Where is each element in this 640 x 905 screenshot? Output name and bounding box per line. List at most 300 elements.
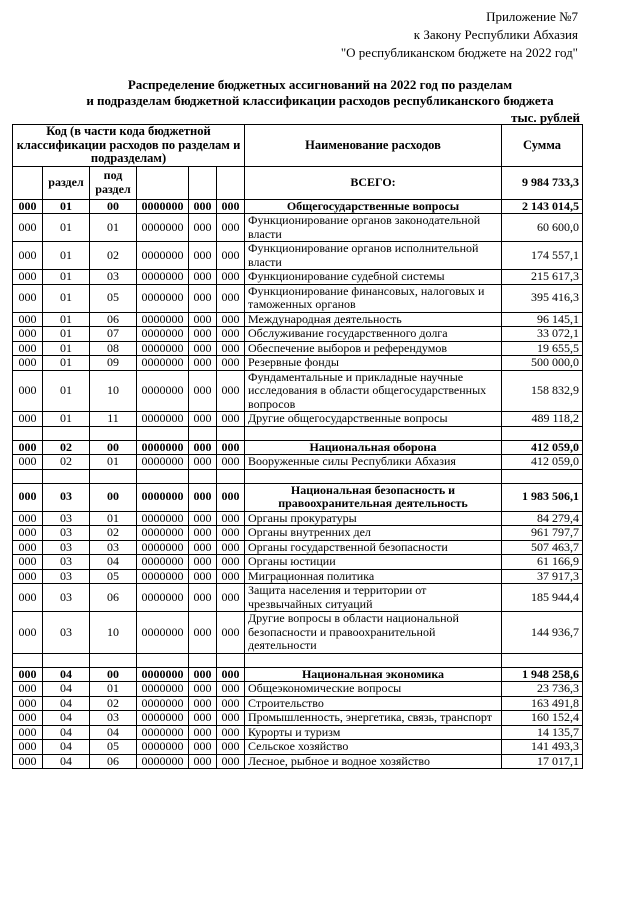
table-row [13, 526, 583, 541]
kosgu-cell: 000 [217, 725, 245, 740]
target-cell: 0000000 [137, 412, 189, 427]
spacer-cell [13, 426, 43, 440]
kosgu-cell: 000 [217, 754, 245, 769]
subsection-cell: 09 [90, 356, 137, 371]
target-cell: 0000000 [137, 682, 189, 697]
table-row [13, 327, 583, 342]
target-cell: 0000000 [137, 440, 189, 455]
code-cell: 000 [13, 370, 43, 412]
sum-cell: 395 416,3 [502, 284, 583, 312]
kosgu-cell: 000 [217, 667, 245, 682]
target-cell: 0000000 [137, 711, 189, 726]
code-cell: 000 [13, 584, 43, 612]
table-row [13, 370, 583, 412]
section-cell: 03 [43, 526, 90, 541]
table-row [13, 555, 583, 570]
sum-cell: 37 917,3 [502, 569, 583, 584]
subsection-cell: 02 [90, 696, 137, 711]
sum-cell: 17 017,1 [502, 754, 583, 769]
expense-type-cell: 000 [189, 540, 217, 555]
target-cell: 0000000 [137, 526, 189, 541]
spacer-cell [43, 426, 90, 440]
table-row [13, 341, 583, 356]
section-cell: 03 [43, 540, 90, 555]
expense-name-cell: Национальная экономика [245, 667, 502, 682]
table-row [13, 540, 583, 555]
spacer-cell [217, 469, 245, 483]
expense-name-cell: Функционирование финансовых, налоговых и таможенных органов [245, 284, 502, 312]
spacer-cell [245, 426, 502, 440]
table-header-row [13, 125, 583, 167]
sum-cell: 215 617,3 [502, 270, 583, 285]
sum-cell: 412 059,0 [502, 440, 583, 455]
appendix-number: Приложение №7 [486, 9, 578, 24]
expense-type-cell: 000 [189, 327, 217, 342]
kosgu-cell: 000 [217, 540, 245, 555]
kosgu-cell: 000 [217, 569, 245, 584]
target-cell: 0000000 [137, 725, 189, 740]
expense-name-cell: Миграционная политика [245, 569, 502, 584]
table-row [13, 682, 583, 697]
target-cell: 0000000 [137, 667, 189, 682]
subsection-cell: 03 [90, 540, 137, 555]
kosgu-cell: 000 [217, 327, 245, 342]
law-reference: к Закону Республики Абхазия [413, 27, 578, 42]
expense-type-cell: 000 [189, 696, 217, 711]
table-row [13, 356, 583, 371]
code-cell: 000 [13, 214, 43, 242]
kosgu-cell: 000 [217, 740, 245, 755]
expense-type-cell: 000 [189, 711, 217, 726]
section-cell: 03 [43, 612, 90, 654]
spacer-cell [502, 426, 583, 440]
target-cell: 0000000 [137, 284, 189, 312]
target-cell: 0000000 [137, 612, 189, 654]
subsection-cell: 10 [90, 612, 137, 654]
expense-name-cell: Функционирование органов законодательной власти [245, 214, 502, 242]
sum-cell: 84 279,4 [502, 511, 583, 526]
total-sum: 9 984 733,3 [502, 166, 583, 199]
kosgu-cell: 000 [217, 682, 245, 697]
sum-cell: 60 600,0 [502, 214, 583, 242]
expense-type-cell: 000 [189, 242, 217, 270]
kosgu-cell: 000 [217, 455, 245, 470]
subsection-cell: 03 [90, 711, 137, 726]
expense-name-cell: Органы государственной безопасности [245, 540, 502, 555]
spacer-row [13, 653, 583, 667]
spacer-cell [502, 469, 583, 483]
spacer-cell [137, 426, 189, 440]
code-cell: 000 [13, 455, 43, 470]
target-cell: 0000000 [137, 312, 189, 327]
expense-name-cell: Сельское хозяйство [245, 740, 502, 755]
sum-cell: 412 059,0 [502, 455, 583, 470]
expense-name-cell: Фундаментальные и прикладные научные исследования в области общегосударственных вопросов [245, 370, 502, 412]
total-row [13, 166, 583, 199]
target-cell: 0000000 [137, 370, 189, 412]
expense-type-cell: 000 [189, 612, 217, 654]
spacer-cell [90, 469, 137, 483]
table-row [13, 569, 583, 584]
code-cell: 000 [13, 341, 43, 356]
expense-name-cell: Национальная оборона [245, 440, 502, 455]
kosgu-cell: 000 [217, 270, 245, 285]
section-cell: 04 [43, 740, 90, 755]
target-cell: 0000000 [137, 199, 189, 214]
code-cell: 000 [13, 327, 43, 342]
spacer-cell [189, 469, 217, 483]
code-cell: 000 [13, 740, 43, 755]
appendix-header [341, 8, 578, 62]
code-cell: 000 [13, 312, 43, 327]
subsection-cell: 00 [90, 199, 137, 214]
section-subheader: раздел [43, 166, 90, 199]
title-line-2: и подразделам бюджетной классификации расходов республиканского бюджета [86, 93, 554, 108]
sum-cell: 23 736,3 [502, 682, 583, 697]
kosgu-cell: 000 [217, 483, 245, 511]
expense-name-cell: Функционирование судебной системы [245, 270, 502, 285]
kosgu-cell: 000 [217, 356, 245, 371]
table-row [13, 242, 583, 270]
code-cell: 000 [13, 725, 43, 740]
expense-type-cell: 000 [189, 312, 217, 327]
target-cell: 0000000 [137, 356, 189, 371]
target-cell: 0000000 [137, 540, 189, 555]
expense-name-cell: Органы внутренних дел [245, 526, 502, 541]
expense-type-cell: 000 [189, 483, 217, 511]
expense-name-cell: Международная деятельность [245, 312, 502, 327]
section-cell: 04 [43, 667, 90, 682]
kosgu-cell: 000 [217, 199, 245, 214]
expense-type-cell: 000 [189, 511, 217, 526]
spacer-cell [502, 653, 583, 667]
subsection-subheader: под раздел [90, 166, 137, 199]
expense-name-cell: Органы прокуратуры [245, 511, 502, 526]
expense-type-cell: 000 [189, 667, 217, 682]
target-cell: 0000000 [137, 242, 189, 270]
sum-cell: 141 493,3 [502, 740, 583, 755]
spacer-cell [90, 426, 137, 440]
expense-type-cell: 000 [189, 555, 217, 570]
kosgu-cell: 000 [217, 526, 245, 541]
subsection-cell: 02 [90, 242, 137, 270]
sum-cell: 507 463,7 [502, 540, 583, 555]
target-cell: 0000000 [137, 555, 189, 570]
name-column-header: Наименование расходов [245, 125, 502, 167]
expense-type-cell: 000 [189, 284, 217, 312]
code-cell: 000 [13, 284, 43, 312]
spacer-row [13, 426, 583, 440]
table-row [13, 312, 583, 327]
section-cell: 01 [43, 341, 90, 356]
section-row [13, 483, 583, 511]
spacer-cell [43, 469, 90, 483]
sum-cell: 96 145,1 [502, 312, 583, 327]
expense-name-cell: Промышленность, энергетика, связь, транспорт [245, 711, 502, 726]
target-cell: 0000000 [137, 740, 189, 755]
expense-type-cell: 000 [189, 725, 217, 740]
sum-cell: 2 143 014,5 [502, 199, 583, 214]
subsection-cell: 02 [90, 526, 137, 541]
expense-name-cell: Вооруженные силы Республики Абхазия [245, 455, 502, 470]
section-cell: 03 [43, 584, 90, 612]
expense-name-cell: Резервные фонды [245, 356, 502, 371]
expense-type-cell: 000 [189, 370, 217, 412]
table-row [13, 214, 583, 242]
kosgu-cell: 000 [217, 370, 245, 412]
expense-name-cell: Курорты и туризм [245, 725, 502, 740]
section-cell: 02 [43, 440, 90, 455]
section-cell: 04 [43, 711, 90, 726]
subsection-cell: 01 [90, 214, 137, 242]
sum-cell: 158 832,9 [502, 370, 583, 412]
spacer-cell [245, 469, 502, 483]
spacer-row [13, 469, 583, 483]
document-title [0, 77, 640, 109]
subsection-cell: 11 [90, 412, 137, 427]
units-label: тыс. рублей [511, 110, 580, 125]
expense-type-cell: 000 [189, 341, 217, 356]
expense-name-cell: Органы юстиции [245, 555, 502, 570]
section-cell: 03 [43, 483, 90, 511]
law-title: "О республиканском бюджете на 2022 год" [340, 45, 578, 60]
table-row [13, 455, 583, 470]
total-cell-blank-5 [189, 166, 217, 199]
subsection-cell: 04 [90, 725, 137, 740]
kosgu-cell: 000 [217, 312, 245, 327]
sum-cell: 19 655,5 [502, 341, 583, 356]
budget-table [12, 124, 583, 769]
expense-name-cell: Другие вопросы в области национальной безопасности и правоохранительной деятельности [245, 612, 502, 654]
subsection-cell: 04 [90, 555, 137, 570]
section-cell: 01 [43, 370, 90, 412]
section-cell: 01 [43, 327, 90, 342]
table-row [13, 511, 583, 526]
section-cell: 04 [43, 696, 90, 711]
table-row [13, 412, 583, 427]
sum-cell: 61 166,9 [502, 555, 583, 570]
section-cell: 04 [43, 754, 90, 769]
section-cell: 01 [43, 199, 90, 214]
code-cell: 000 [13, 526, 43, 541]
section-cell: 01 [43, 356, 90, 371]
code-cell: 000 [13, 540, 43, 555]
target-cell: 0000000 [137, 483, 189, 511]
target-cell: 0000000 [137, 327, 189, 342]
section-cell: 01 [43, 412, 90, 427]
sum-cell: 174 557,1 [502, 242, 583, 270]
expense-name-cell: Лесное, рыбное и водное хозяйство [245, 754, 502, 769]
expense-type-cell: 000 [189, 569, 217, 584]
subsection-cell: 01 [90, 682, 137, 697]
sum-cell: 160 152,4 [502, 711, 583, 726]
expense-type-cell: 000 [189, 214, 217, 242]
section-cell: 04 [43, 725, 90, 740]
table-row [13, 754, 583, 769]
code-cell: 000 [13, 569, 43, 584]
target-cell: 0000000 [137, 584, 189, 612]
code-cell: 000 [13, 199, 43, 214]
kosgu-cell: 000 [217, 511, 245, 526]
subsection-cell: 08 [90, 341, 137, 356]
subsection-cell: 01 [90, 455, 137, 470]
sum-cell: 14 135,7 [502, 725, 583, 740]
code-cell: 000 [13, 612, 43, 654]
sum-cell: 144 936,7 [502, 612, 583, 654]
subsection-cell: 07 [90, 327, 137, 342]
sum-cell: 500 000,0 [502, 356, 583, 371]
spacer-cell [245, 653, 502, 667]
expense-name-cell: Общеэкономические вопросы [245, 682, 502, 697]
spacer-cell [189, 426, 217, 440]
kosgu-cell: 000 [217, 284, 245, 312]
sum-cell: 489 118,2 [502, 412, 583, 427]
subsection-cell: 06 [90, 754, 137, 769]
code-cell: 000 [13, 440, 43, 455]
subsection-cell: 01 [90, 511, 137, 526]
expense-name-cell: Строительство [245, 696, 502, 711]
expense-name-cell: Общегосударственные вопросы [245, 199, 502, 214]
expense-type-cell: 000 [189, 584, 217, 612]
expense-name-cell: Защита населения и территории от чрезвычайных ситуаций [245, 584, 502, 612]
kosgu-cell: 000 [217, 612, 245, 654]
section-cell: 03 [43, 511, 90, 526]
table-row [13, 584, 583, 612]
subsection-cell: 00 [90, 483, 137, 511]
subsection-cell: 05 [90, 740, 137, 755]
table-row [13, 612, 583, 654]
spacer-cell [13, 653, 43, 667]
expense-name-cell: Обслуживание государственного долга [245, 327, 502, 342]
section-cell: 01 [43, 312, 90, 327]
expense-type-cell: 000 [189, 754, 217, 769]
target-cell: 0000000 [137, 341, 189, 356]
section-cell: 03 [43, 569, 90, 584]
sum-cell: 163 491,8 [502, 696, 583, 711]
code-column-header: Код (в части кода бюджетной классификации расходов по разделам и подразделам) [13, 125, 245, 167]
kosgu-cell: 000 [217, 214, 245, 242]
kosgu-cell: 000 [217, 555, 245, 570]
spacer-cell [137, 469, 189, 483]
spacer-cell [217, 426, 245, 440]
expense-type-cell: 000 [189, 740, 217, 755]
expense-type-cell: 000 [189, 270, 217, 285]
subsection-cell: 06 [90, 312, 137, 327]
kosgu-cell: 000 [217, 242, 245, 270]
code-cell: 000 [13, 667, 43, 682]
code-cell: 000 [13, 412, 43, 427]
code-cell: 000 [13, 555, 43, 570]
expense-type-cell: 000 [189, 440, 217, 455]
section-cell: 01 [43, 270, 90, 285]
expense-name-cell: Функционирование органов исполнительной власти [245, 242, 502, 270]
sum-cell: 33 072,1 [502, 327, 583, 342]
target-cell: 0000000 [137, 214, 189, 242]
expense-name-cell: Обеспечение выборов и референдумов [245, 341, 502, 356]
spacer-cell [90, 653, 137, 667]
table-row [13, 696, 583, 711]
subsection-cell: 03 [90, 270, 137, 285]
section-row [13, 440, 583, 455]
section-cell: 02 [43, 455, 90, 470]
code-cell: 000 [13, 356, 43, 371]
total-cell-blank-6 [217, 166, 245, 199]
kosgu-cell: 000 [217, 440, 245, 455]
expense-name-cell: Другие общегосударственные вопросы [245, 412, 502, 427]
target-cell: 0000000 [137, 270, 189, 285]
spacer-cell [189, 653, 217, 667]
target-cell: 0000000 [137, 511, 189, 526]
section-row [13, 667, 583, 682]
sum-cell: 1 983 506,1 [502, 483, 583, 511]
code-cell: 000 [13, 711, 43, 726]
section-cell: 04 [43, 682, 90, 697]
subsection-cell: 06 [90, 584, 137, 612]
code-cell: 000 [13, 696, 43, 711]
target-cell: 0000000 [137, 569, 189, 584]
target-cell: 0000000 [137, 455, 189, 470]
code-cell: 000 [13, 511, 43, 526]
section-cell: 01 [43, 214, 90, 242]
expense-name-cell: Национальная безопасность и правоохранительная деятельность [245, 483, 502, 511]
total-cell-blank-1 [13, 166, 43, 199]
expense-type-cell: 000 [189, 412, 217, 427]
target-cell: 0000000 [137, 754, 189, 769]
subsection-cell: 10 [90, 370, 137, 412]
sum-cell: 1 948 258,6 [502, 667, 583, 682]
expense-type-cell: 000 [189, 455, 217, 470]
section-cell: 01 [43, 284, 90, 312]
sum-cell: 961 797,7 [502, 526, 583, 541]
spacer-cell [13, 469, 43, 483]
sum-cell: 185 944,4 [502, 584, 583, 612]
section-cell: 03 [43, 555, 90, 570]
subsection-cell: 05 [90, 284, 137, 312]
total-label: ВСЕГО: [245, 166, 502, 199]
expense-type-cell: 000 [189, 199, 217, 214]
code-cell: 000 [13, 270, 43, 285]
kosgu-cell: 000 [217, 711, 245, 726]
title-line-1: Распределение бюджетных ассигнований на 2022 год по разделам [127, 77, 513, 92]
section-cell: 01 [43, 242, 90, 270]
code-cell: 000 [13, 754, 43, 769]
table-row [13, 725, 583, 740]
spacer-cell [137, 653, 189, 667]
subsection-cell: 00 [90, 440, 137, 455]
kosgu-cell: 000 [217, 584, 245, 612]
spacer-cell [43, 653, 90, 667]
table-row [13, 284, 583, 312]
table-row [13, 740, 583, 755]
expense-type-cell: 000 [189, 526, 217, 541]
section-row [13, 199, 583, 214]
code-cell: 000 [13, 682, 43, 697]
subsection-cell: 05 [90, 569, 137, 584]
kosgu-cell: 000 [217, 341, 245, 356]
sum-column-header: Сумма [502, 125, 583, 167]
expense-type-cell: 000 [189, 356, 217, 371]
table-row [13, 270, 583, 285]
code-cell: 000 [13, 242, 43, 270]
kosgu-cell: 000 [217, 412, 245, 427]
kosgu-cell: 000 [217, 696, 245, 711]
subsection-cell: 00 [90, 667, 137, 682]
target-cell: 0000000 [137, 696, 189, 711]
spacer-cell [217, 653, 245, 667]
expense-type-cell: 000 [189, 682, 217, 697]
total-cell-blank-4 [137, 166, 189, 199]
code-cell: 000 [13, 483, 43, 511]
